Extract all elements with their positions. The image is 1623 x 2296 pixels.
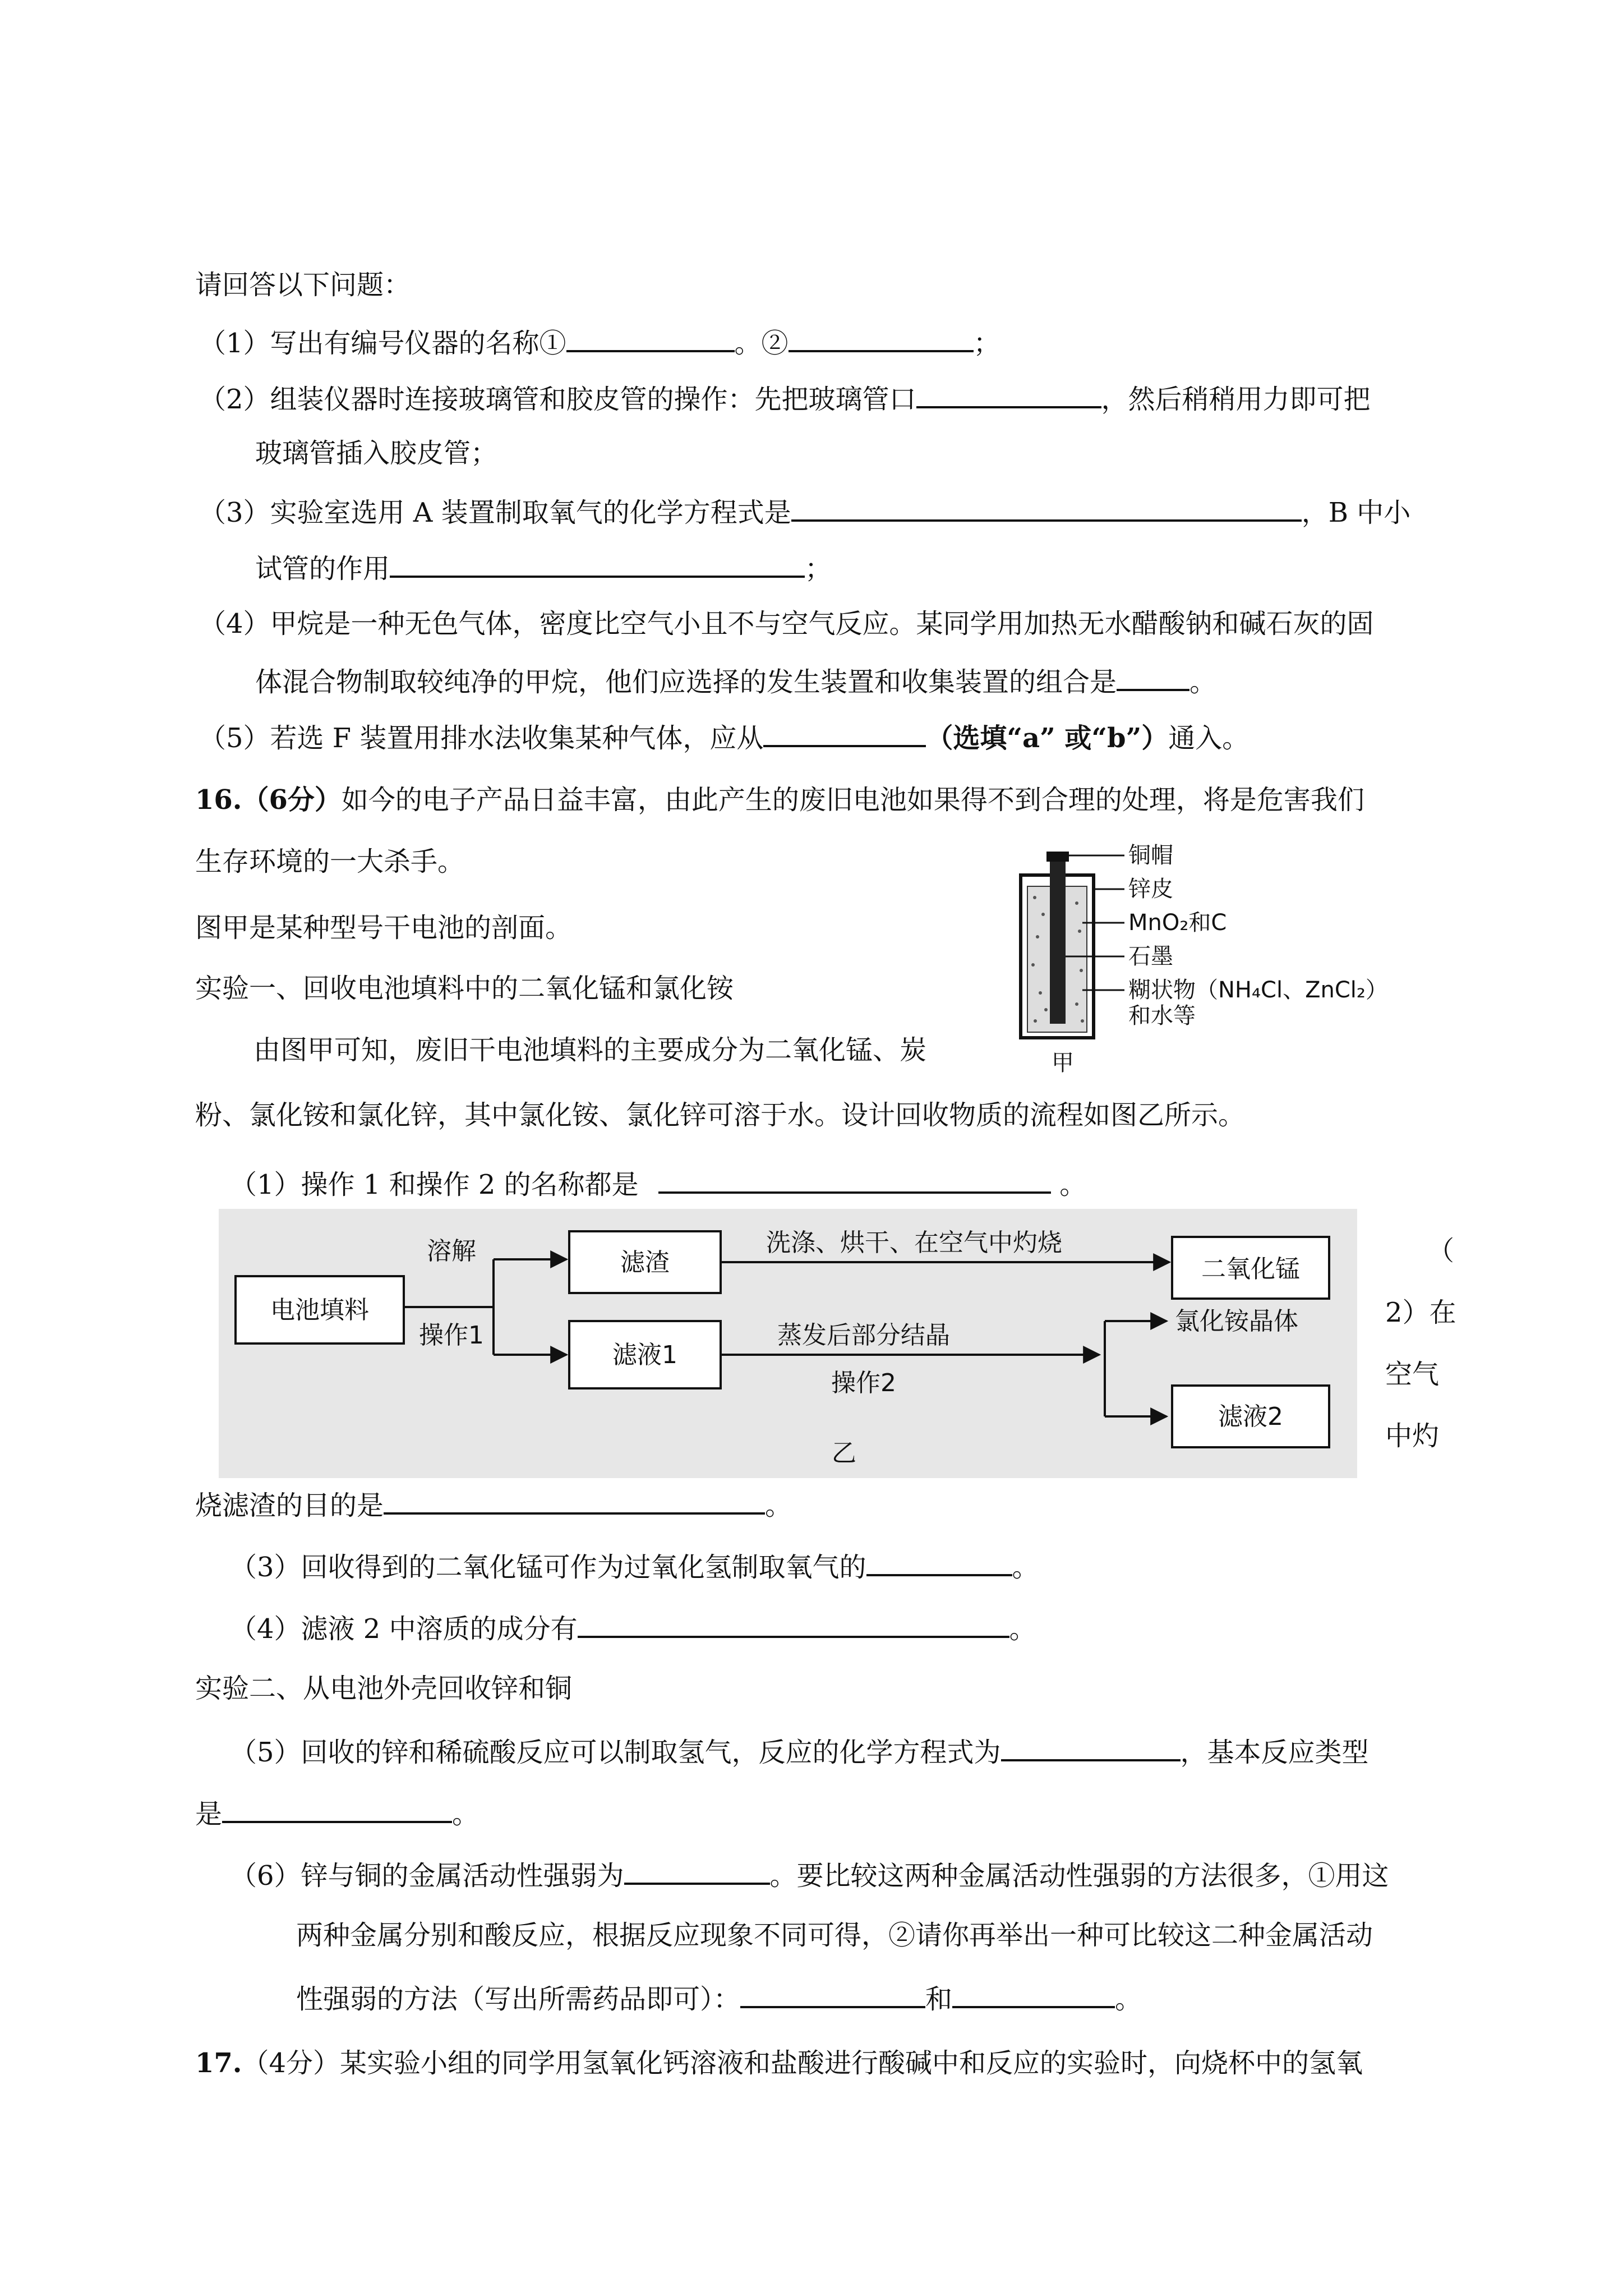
q16-side-4: 中灼 xyxy=(1385,1420,1440,1452)
q15-part2 xyxy=(199,380,1371,416)
q16-p3-text-a: （3）回收得到的二氧化锰可作为过氧化氢制取氧气的 xyxy=(230,1552,866,1583)
q16-experiment1-title: 实验一、回收电池填料中的二氧化锰和氯化铵 xyxy=(195,973,734,1004)
q16-p1-text-b: 。 xyxy=(1059,1169,1087,1200)
battery-cross-section-figure xyxy=(998,841,1458,1077)
flow-text-filtrate2: 滤液2 xyxy=(1218,1402,1283,1431)
q15-part4: （4）甲烷是一种无色气体，密度比空气小且不与空气反应。某同学用加热无水醋酸钠和碱石灰的固 xyxy=(199,608,1374,639)
q16-part4 xyxy=(230,1610,1036,1646)
q17-text: （4分）某实验小组的同学用氢氧化钙溶液和盐酸进行酸碱中和反应的实验时，向烧杯中的氢氧 xyxy=(242,2047,1363,2079)
q16-part6 xyxy=(230,1857,1389,1893)
flow-text-residue: 滤渣 xyxy=(620,1248,670,1277)
q15-p3-text-a: （3）实验室选用 A 装置制取氧气的化学方程式是 xyxy=(199,497,791,528)
q16-p6-text-e: 和 xyxy=(925,1984,953,2015)
q15-p3-text-c: 试管的作用 xyxy=(255,553,390,585)
answer-blank[interactable] xyxy=(384,1487,765,1515)
flow-text-op2: 操作2 xyxy=(831,1369,896,1397)
q15-p4-line2 xyxy=(255,663,1216,699)
flow-text-wash-dry-burn: 洗涤、烘干、在空气中灼烧 xyxy=(766,1228,1062,1257)
q16-part3 xyxy=(230,1548,1039,1584)
q16-line5: 由图甲可知，废旧干电池填料的主要成分为二氧化锰、炭 xyxy=(253,1034,927,1066)
label-paste-water: 和水等 xyxy=(1128,1003,1196,1029)
q16-p6-line3 xyxy=(296,1980,1142,2016)
q15-p5-text-a: （5）若选 F 装置用排水法收集某种气体，应从 xyxy=(199,723,764,754)
q16-side-3: 空气 xyxy=(1385,1359,1440,1390)
q16-p5-text-a: （5）回收的锌和稀硫酸反应可以制取氢气，反应的化学方程式为 xyxy=(230,1737,1001,1768)
q15-p5-text-b: （选填“a” 或“b”） xyxy=(926,723,1169,754)
q16-part2 xyxy=(195,1487,792,1522)
q16-number: 16.（6分） xyxy=(195,784,342,816)
q16-p5-line2 xyxy=(195,1795,479,1831)
q16-p4-text-a: （4）滤液 2 中溶质的成分有 xyxy=(230,1613,578,1645)
flow-text-nh4cl-crystal: 氯化铵晶体 xyxy=(1175,1307,1298,1336)
q15-p3-line2 xyxy=(255,550,832,586)
recycling-flowchart xyxy=(219,1209,1357,1478)
answer-blank[interactable] xyxy=(916,380,1101,408)
q15-part3 xyxy=(199,494,1410,530)
q16-p1-text-a: （1）操作 1 和操作 2 的名称都是 xyxy=(230,1169,639,1200)
flow-text-op1: 操作1 xyxy=(419,1321,484,1350)
q15-p5-text-c: 通入。 xyxy=(1168,723,1249,754)
q16-p6-text-f: 。 xyxy=(1115,1984,1142,2015)
q16-experiment2-title: 实验二、从电池外壳回收锌和铜 xyxy=(195,1673,573,1704)
q16-p3-text-b: 。 xyxy=(1012,1552,1039,1583)
answer-blank[interactable] xyxy=(866,1548,1012,1576)
q16-p5-text-c: 是 xyxy=(195,1798,223,1830)
label-copper-cap: 铜帽 xyxy=(1128,843,1173,868)
q17-heading xyxy=(195,2046,1363,2080)
q15-p2-line2: 玻璃管插入胶皮管； xyxy=(255,438,498,469)
q16-p6-text-d: 性强弱的方法（写出所需药品即可）： xyxy=(296,1984,741,2015)
answer-blank[interactable] xyxy=(390,550,805,578)
q16-p2-text-b: 。 xyxy=(765,1490,792,1521)
flow-text-battery-fill: 电池填料 xyxy=(270,1296,369,1324)
q15-part5 xyxy=(199,719,1249,755)
copper-cap xyxy=(1046,852,1069,862)
answer-blank[interactable] xyxy=(740,1980,925,2008)
q17-number: 17. xyxy=(195,2047,242,2079)
q16-p5-text-d: 。 xyxy=(452,1798,479,1830)
q15-p4-text-b: 体混合物制取较纯净的甲烷，他们应选择的发生装置和收集装置的组合是 xyxy=(255,666,1117,698)
q16-line6: 粉、氯化铵和氯化锌，其中氯化铵、氯化锌可溶于水。设计回收物质的流程如图乙所示。 xyxy=(195,1099,1246,1131)
answer-blank[interactable] xyxy=(566,324,735,352)
q16-heading-text: 如今的电子产品日益丰富，由此产生的废旧电池如果得不到合理的处理，将是危害我们 xyxy=(341,784,1364,816)
graphite-rod xyxy=(1050,858,1066,1024)
q16-p4-text-b: 。 xyxy=(1009,1613,1036,1645)
q15-p1-text-a: （1）写出有编号仪器的名称① xyxy=(199,328,566,359)
q16-heading xyxy=(195,783,1364,817)
q15-p2-text-b: ，然后稍稍用力即可把 xyxy=(1101,384,1371,415)
answer-blank[interactable] xyxy=(222,1795,452,1823)
q16-side-2: 2）在 xyxy=(1385,1297,1456,1328)
q16-part1 xyxy=(230,1166,1086,1202)
flow-caption-yi: 乙 xyxy=(832,1439,856,1467)
answer-blank[interactable] xyxy=(789,324,974,352)
answer-blank[interactable] xyxy=(1117,663,1189,691)
answer-blank[interactable] xyxy=(658,1166,1051,1194)
q15-p1-text-c: ； xyxy=(973,328,1000,359)
answer-blank[interactable] xyxy=(952,1980,1115,2008)
answer-blank[interactable] xyxy=(578,1610,1009,1638)
figure-caption-jia: 甲 xyxy=(1052,1050,1074,1076)
q15-p2-text-a: （2）组装仪器时连接玻璃管和胶皮管的操作：先把玻璃管口 xyxy=(199,384,916,415)
q16-line2: 生存环境的一大杀手。 xyxy=(195,846,465,877)
flow-text-evaporate: 蒸发后部分结晶 xyxy=(777,1321,950,1350)
q16-p2-text-a: 烧滤渣的目的是 xyxy=(195,1490,384,1521)
answer-blank[interactable] xyxy=(763,719,926,747)
q15-part1 xyxy=(199,324,1000,360)
flow-text-mno2: 二氧化锰 xyxy=(1201,1255,1300,1283)
q15-p3-text-d: ； xyxy=(805,553,832,585)
label-paste: 糊状物（NH₄Cl、ZnCl₂） xyxy=(1128,977,1388,1003)
label-mno2-carbon: MnO₂和C xyxy=(1128,910,1227,936)
q16-p6-text-a: （6）锌与铜的金属活动性强弱为 xyxy=(230,1860,624,1892)
label-zinc-shell: 锌皮 xyxy=(1128,876,1173,902)
q15-p4-text-c: 。 xyxy=(1189,666,1217,698)
label-graphite: 石墨 xyxy=(1128,944,1173,969)
q15-p3-text-b: ，B 中小 xyxy=(1301,497,1411,528)
flow-text-filtrate1: 滤液1 xyxy=(612,1341,677,1369)
q16-p6-line2: 两种金属分别和酸反应，根据反应现象不同可得，②请你再举出一种可比较这二种金属活动 xyxy=(296,1920,1373,1951)
q16-p6-text-b: 。要比较这两种金属活动性强弱的方法很多，①用这 xyxy=(769,1860,1389,1892)
q15-p1-text-b: 。② xyxy=(734,328,789,359)
intro-text: 请回答以下问题： xyxy=(195,269,411,301)
answer-blank[interactable] xyxy=(1001,1733,1181,1761)
flow-text-dissolve: 溶解 xyxy=(427,1237,476,1266)
q16-side-1: （ xyxy=(1427,1235,1455,1267)
answer-blank[interactable] xyxy=(791,494,1302,522)
q16-part5 xyxy=(230,1733,1369,1769)
answer-blank[interactable] xyxy=(624,1857,770,1885)
q16-p5-text-b: ，基本反应类型 xyxy=(1180,1737,1369,1768)
q16-line3: 图甲是某种型号干电池的剖面。 xyxy=(195,912,573,944)
